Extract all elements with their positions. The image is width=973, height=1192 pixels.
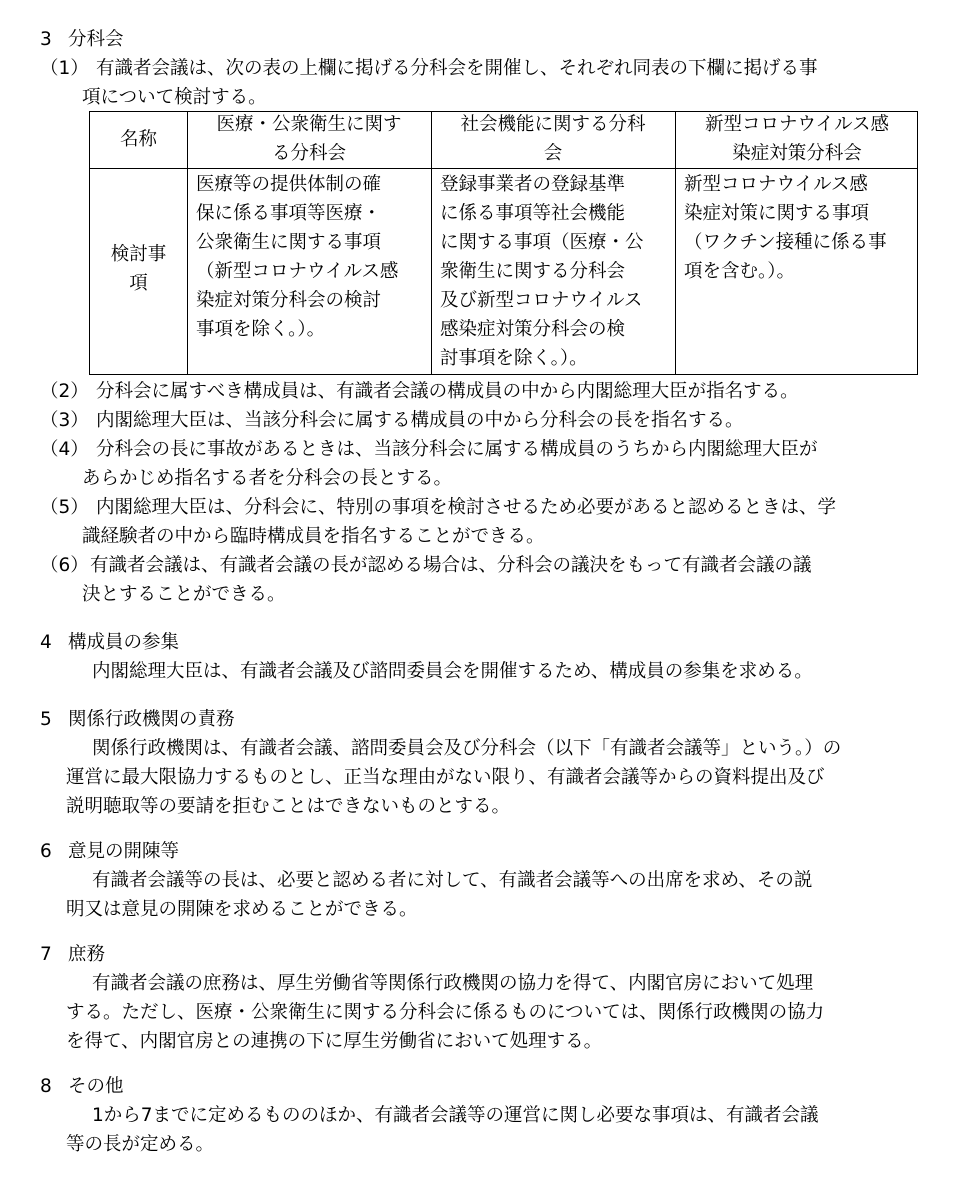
section-title: 構成員の参集 [68,632,180,653]
section-number: 6 [40,841,52,862]
item-label: （4） [40,439,89,460]
section-7-body: 有識者会議の庶務は、厚生労働省等関係行政機関の協力を得て、内閣官房において処理 する。ただし、医療・公衆衛生に関する分科会に係るものについては、関係行政機関の協力 を得て、内閣官房との連携の下に厚生労働省において処理する。 [66,973,825,1052]
section-7-heading [40,942,105,968]
section-number: 8 [40,1076,52,1097]
section-5-heading [40,707,235,733]
section-title: その他 [68,1076,124,1097]
section-title: 意見の開陳等 [68,841,180,862]
table-column-name: 新型コロナウイルス感 染症対策分科会 [705,114,889,164]
section-6-body: 有識者会議等の長は、必要と認める者に対して、有識者会議等への出席を求め、その説 明又は意見の開陳を求めることができる。 [66,870,813,920]
section-5-body: 関係行政機関は、有識者会議、諮問委員会及び分科会（以下「有識者会議等」という。）の 運営に最大限協力するものとし、正当な理由がない限り、有識者会議等からの資料提出及び 説明聴取等の要請を拒むことはできないものとする。 [66,738,842,817]
section-title: 関係行政機関の責務 [68,709,235,730]
section-number: 5 [40,709,52,730]
section-4-body: 内閣総理大臣は、有識者会議及び諮問委員会を開催するため、構成員の参集を求める。 [92,661,813,682]
table-column-name: 社会機能に関する分科 会 [460,114,646,164]
item-label: （1） [40,58,89,79]
item-text: 内閣総理大臣は、分科会に、特別の事項を検討させるため必要があると認めるときは、学 [96,497,837,518]
section-title: 分科会 [68,29,124,50]
item-text: 分科会に属すべき構成員は、有識者会議の構成員の中から内閣総理大臣が指名する。 [96,381,799,402]
section-title: 庶務 [68,944,106,965]
table-cell-matters: 医療等の提供体制の確 保に係る事項等医療・ 公衆衛生に関する事項 （新型コロナウイルス感 染症対策分科会の検討 事項を除く。）。 [196,174,399,340]
item-text: 内閣総理大臣は、当該分科会に属する構成員の中から分科会の長を指名する。 [96,410,744,431]
table-header-label: 名称 [119,129,157,150]
item-text: 有識者会議は、次の表の上欄に掲げる分科会を開催し、それぞれ同表の下欄に掲げる事 [96,58,818,79]
item-text-continued: 項について検討する。 [82,87,267,108]
item-text: 分科会の長に事故があるときは、当該分科会に属する構成員のうちから内閣総理大臣が [96,439,818,460]
item-label: （2） [40,381,89,402]
item-label: （6） [40,555,89,576]
section-6-heading [40,839,179,865]
item-label: （5） [40,497,89,518]
item-text-continued: 決とすることができる。 [82,584,286,605]
section-number: 7 [40,944,52,965]
section-number: 3 [40,29,52,50]
item-label: （3） [40,410,89,431]
table-column-name: 医療・公衆衛生に関す る分科会 [216,114,402,164]
table-cell-matters: 新型コロナウイルス感 染症対策に関する事項 （ワクチン接種に係る事 項を含む。）。 [684,174,887,282]
section-4-heading [40,630,179,656]
section-number: 4 [40,632,52,653]
item-text: 有識者会議は、有識者会議の長が認める場合は、分科会の議決をもって有識者会議の議 [90,555,812,576]
item-text-continued: あらかじめ指名する者を分科会の長とする。 [82,468,453,489]
table-row-label: 検討事 項 [110,244,167,294]
section-8-heading [40,1074,124,1100]
subcommittee-table [89,111,918,375]
section-3-heading [40,27,124,53]
table-cell-matters: 登録事業者の登録基準 に係る事項等社会機能 に関する事項（医療・公 衆衛生に関する分科会 及び新型コロナウイルス 感染症対策分科会の検 討事項を除く。）。 [440,174,644,369]
item-text-continued: 識経験者の中から臨時構成員を指名することができる。 [82,526,545,547]
section-8-body: 1から7までに定めるもののほか、有識者会議等の運営に関し必要な事項は、有識者会議 等の長が定める。 [66,1105,819,1155]
